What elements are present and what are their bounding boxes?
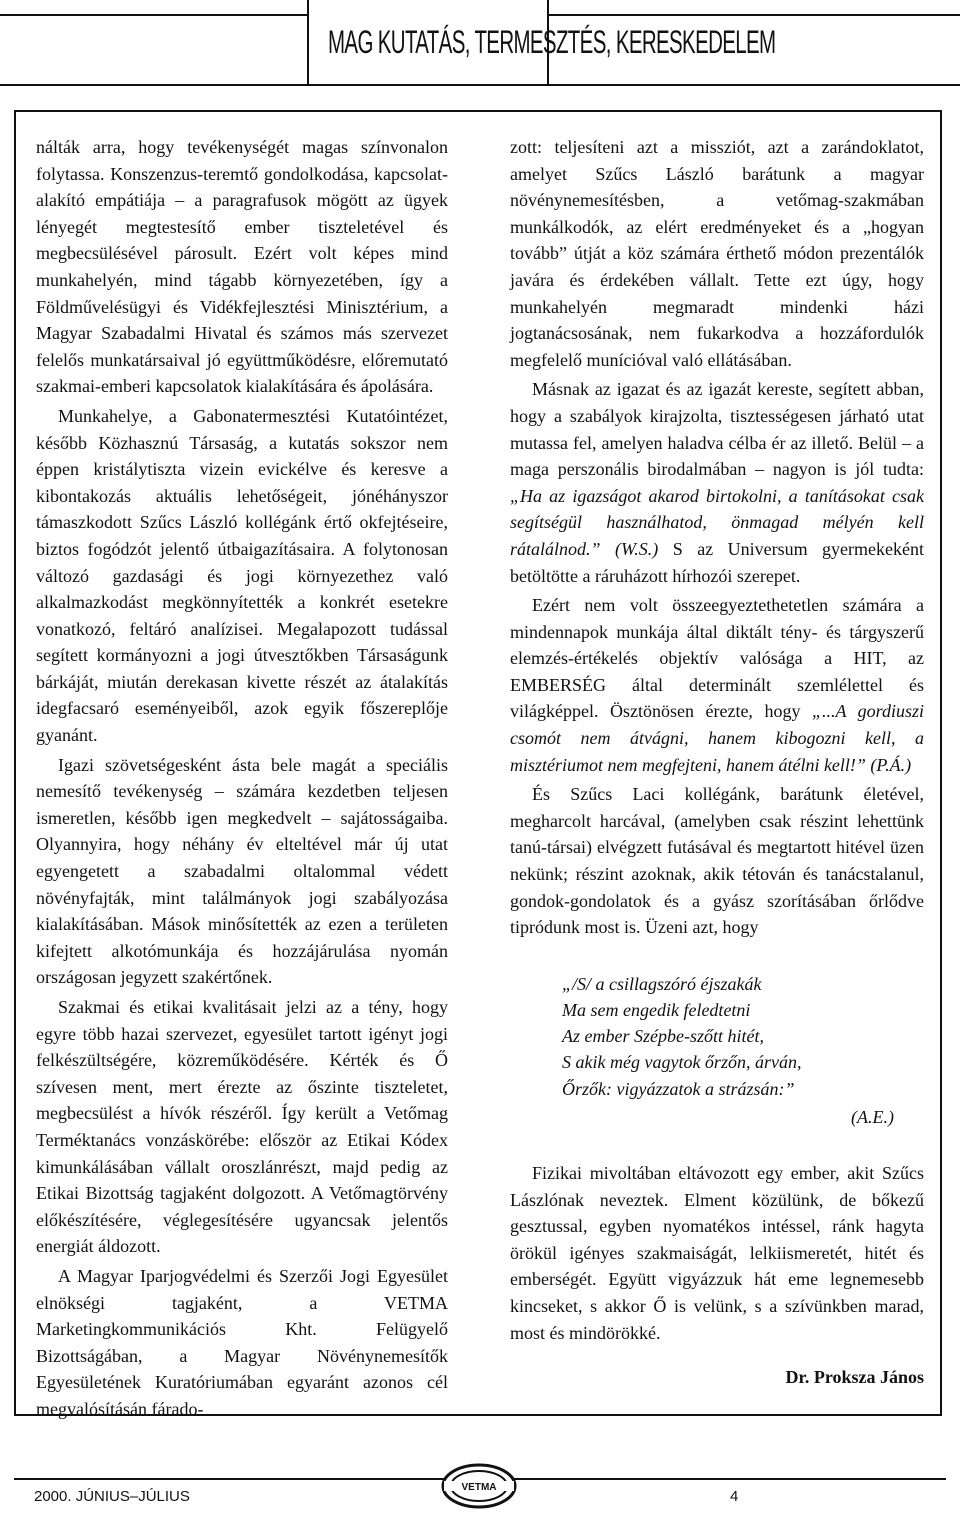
right-paragraph-2-end: S az Universum gyermekeként betöltötte a ráruházott hírhozói szerepet. <box>510 538 924 586</box>
left-paragraph-3: Igazi szövetségesként ásta bele magát a speciális nemesítő tevékenység – számára kezdetben teljesen ismeretlen, később igen megkedvelt – sajátosságaiba. Olyannyira, hogy néhány év elteltével már új utat egyengetett a szabadalmi oltalommal védett növényfajták, mint találmányok jogi szabályozása kialakításában. Mások minősítették az ezen a területen kifejtett alkotómunkája és hozzájárulása nyomán országosan jegyzett szakértőnek. <box>36 754 448 988</box>
page-number: 4 <box>730 1488 739 1505</box>
right-paragraph-1: zott: teljesíteni azt a missziót, azt a zarándoklatot, amelyet Szűcs László barátunk a magyar növénynemesítésben, a vetőmag-szakmában munkálkodók, az elért eredményeket és a „hogyan tovább” útját a köz számára érthető módon prezentálók javára és érdekében vállalt. Tette ezt úgy, hogy munkahelyén megmaradt mindenki házi jogtanácsosának, nem fukarkodva a hozzáfordulók megfelelő munícióval való ellátásában. <box>510 137 924 370</box>
left-column <box>36 134 448 1423</box>
right-paragraph-3 <box>510 592 924 778</box>
poem-line: Ma sem engedik feledtetni <box>562 1000 751 1021</box>
left-paragraph-2: Munkahelye, a Gabonatermesztési Kutatóintézet, később Közhasznú Társaság, a kutatás sokszor nem éppen kristálytiszta vizein evickélve és keresve a kibontakozás aktuális lehetőségeit, jónéhányszor támaszkodott Szűcs László kollégánk értő okfejtéseire, biztos fogódzót jelentő útbaigazításaira. A folytonosan változó gazdasági és jogi környezethez való alkalmazkodást megkönnyítették a konkrét esetekre vonatkozó, feltáró analízisei. Megalapozott tudással segített kormányozni a jogi útvesztőkben Társaságunk bárkáját, miután derekasan kivette részét az átalakítás idegfacsaró eseményeiből, azok egyik főszereplője gyanánt. <box>36 405 448 746</box>
right-paragraph-5: Fizikai mivoltában eltávozott egy ember, akit Szűcs Lászlónak neveztek. Elment közülünk, de bőkezű gesztussal, egyben nyomatékos intéssel, ránk hagyta örökül igényes szakmaiságát, lelkiismeretét, hitét és emberségét. Együtt vigyázzuk hát eme legnemesebb kincseket, s akkor Ő is velünk, s a szívünkben marad, most és mindörökké. <box>510 1163 924 1343</box>
right-paragraph-4: És Szűcs Laci kollégánk, barátunk életével, megharcolt harcával, (amelyben csak részint lehettünk tanú-társai) elvégzett futásával és megtartott hitével üzen nekünk; részint azoknak, akik tétován és tanácstalanul, gondok-gondolatok és a gyász szorításában őrlődve tipródunk most is. Üzeni azt, hogy <box>510 784 924 938</box>
left-paragraph-5: A Magyar Iparjogvédelmi és Szerzői Jogi Egyesület elnökségi tagjaként, a VETMA Marketingkommunikációs Kht. Felügyelő Bizottságában, a Magyar Növénynemesítők Egyesületének Kuratóriumában egyaránt azonos cél megvalósításán fárado- <box>36 1265 448 1419</box>
logo-text: VETMA <box>461 1482 497 1493</box>
poem-line: Őrzők: vigyázzatok a strázsán:” <box>562 1078 795 1099</box>
quote-ws: „Ha az igazságot akarod birtokolni, a tanításokat csak segítségül használhatod, önmagad mélyén kell rátalálnod.” (W.S.) <box>510 485 924 559</box>
poem-line: Az ember Szépbe-szőtt hitét, <box>562 1026 764 1047</box>
poem <box>562 971 924 1130</box>
right-paragraph-3-text: Ezért nem volt összeegyeztethetetlen számára a mindennapok munkája által diktált tény- és tárgyszerű elemzés-értékelés objektív valósága a HIT, az EMBERSÉG által determinált szemlélettel és világképpel. Ösztönösen érezte, hogy <box>510 595 924 722</box>
left-paragraph-4: Szakmai és etikai kvalitásait jelzi az a tény, hogy egyre több hazai szervezet, egyesület tartott igényt jogi felkészültségére, közreműködésére. Kérték és Ő szívesen ment, mert érezte az őszinte tiszteletet, megbecsülést a hívók részéről. Így került a Vetőmag Terméktanács vonzáskörébe: először az Etikai Kódex kimunkálásában vállalt oroszlánrészt, majd pedig az Etikai Bizottság tagjaként dolgozott. A Vetőmagtörvény előkészítésére, véglegesítésére ugyancsak jelentős energiát áldozott. <box>36 997 448 1257</box>
left-paragraph-1: nálták arra, hogy tevékenységét magas színvonalon folytassa. Konszenzus-teremtő gondolkodása, kapcsolat-alakító empátiája – a paragrafusok mögött az ügyek lényegét megtestesítő ember tiszteletével és megbecsülésével párosult. Ezért volt képes mind munkahelyén, mind tágabb környezetében, így a Földművelésügyi és Vidékfejlesztési Minisztérium, a Magyar Szabadalmi Hivatal és számos más szervezet felelős munkatársaival jó együttműködésre, előremutató szakmai-emberi kapcsolatok kialakítására és ápolására. <box>36 137 448 397</box>
vetma-logo <box>440 1462 518 1510</box>
page-header-title: MAG KUTATÁS, TERMESZTÉS, KERESKEDELEM <box>328 24 776 60</box>
right-column <box>510 134 924 1391</box>
right-paragraph-2-text: Másnak az igazat és az igazát kereste, segített abban, hogy a szabályok kirajzolta, tisztességesen járható utat mutassa fel, amelyen haladva célba ér az illető. Belül – a maga perszonális birodalmában – nagyon is jól tudta: <box>510 379 924 480</box>
author-signature: Dr. Proksza János <box>785 1367 924 1388</box>
poem-author: (A.E.) <box>851 1106 894 1127</box>
quote-pa: „...A gordiuszi csomót nem átvágni, hanem kibogozni kell, a misztériumot nem megfejteni, hanem átélni kell!” (P.Á.) <box>510 701 924 775</box>
poem-line: „/S/ a csillagszóró éjszakák <box>562 973 762 994</box>
header-rule-bottom <box>0 84 960 86</box>
poem-line: S akik még vagytok őrzőn, árván, <box>562 1052 802 1073</box>
right-paragraph-2 <box>510 376 924 589</box>
issue-date: 2000. JÚNIUS–JÚLIUS <box>34 1488 190 1505</box>
